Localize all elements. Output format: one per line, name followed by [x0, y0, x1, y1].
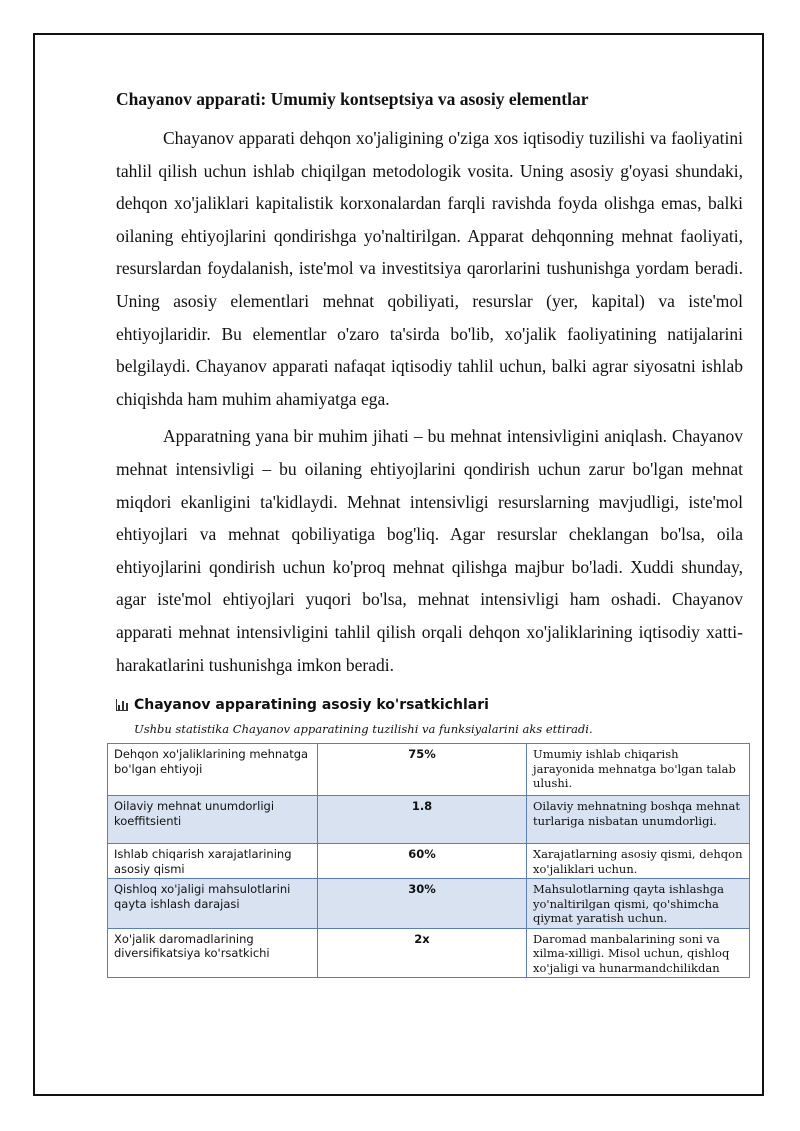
description-cell: Oilaviy mehnatning boshqa mehnat turlariga nisbatan unumdorligi. [527, 796, 750, 844]
description-cell: Umumiy ishlab chiqarish jarayonida mehnatga bo'lgan talab ulushi. [527, 744, 750, 796]
value-cell: 1.8 [318, 796, 527, 844]
table-row [108, 796, 750, 844]
value-cell: 30% [318, 879, 527, 929]
value-cell: 75% [318, 744, 527, 796]
metric-cell: Oilaviy mehnat unumdorligi koeffitsienti [108, 796, 318, 844]
statistics-heading [116, 695, 743, 715]
table-row [108, 844, 750, 879]
description-cell: Mahsulotlarning qayta ishlashga yo'naltirilgan qismi, qo'shimcha qiymat yaratish uchun. [527, 879, 750, 929]
document-title: Chayanov apparati: Umumiy kontseptsiya va asosiy elementlar [116, 89, 589, 109]
table-row [108, 928, 750, 978]
table-row [108, 744, 750, 796]
description-cell: Daromad manbalarining soni va xilma-xilligi. Misol uchun, qishloq xo'jaligi va hunarmandchilikdan [527, 928, 750, 978]
statistics-heading-text: Chayanov apparatining asosiy ko'rsatkichlari [134, 697, 489, 714]
metric-cell: Xo'jalik daromadlarining diversifikatsiya ko'rsatkichi [108, 928, 318, 978]
statistics-caption: Ushbu statistika Chayanov apparatining tuzilishi va funksiyalarini aks ettiradi. [134, 722, 593, 737]
bar-chart-icon [116, 699, 128, 711]
metric-cell: Ishlab chiqarish xarajatlarining asosiy qismi [108, 844, 318, 879]
value-cell: 2x [318, 928, 527, 978]
paragraph-1: Chayanov apparati dehqon xo'jaligining o'ziga xos iqtisodiy tuzilishi va faoliyatini tahlil qilish uchun ishlab chiqilgan metodologik vosita. Uning asosiy g'oyasi shundaki, dehqon xo'jaliklari kapitalistik korxonalardan farqli ravishda foyda olishga emas, balki oilaning ehtiyojlarini qondirishga yo'naltirilgan. Apparat dehqonning mehnat faoliyati, resurslardan foydalanish, iste'mol va investitsiya qarorlarini tushunishga yordam beradi. Uning asosiy elementlari mehnat qobiliyati, resurslar (yer, kapital) va iste'mol ehtiyojlaridir. Bu elementlar o'zaro ta'sirda bo'lib, xo'jalik faoliyatining natijalarini belgilaydi. Chayanov apparati nafaqat iqtisodiy tahlil uchun, balki agrar siyosatni ishlab chiqishda ham muhim ahamiyatga ega. [116, 128, 743, 409]
document-body [116, 86, 743, 978]
value-cell: 60% [318, 844, 527, 879]
metric-cell: Qishloq xo'jaligi mahsulotlarini qayta ishlash darajasi [108, 879, 318, 929]
metric-cell: Dehqon xo'jaliklarining mehnatga bo'lgan ehtiyoji [108, 744, 318, 796]
table-row [108, 879, 750, 929]
description-cell: Xarajatlarning asosiy qismi, dehqon xo'jaliklari uchun. [527, 844, 750, 879]
paragraph-2: Apparatning yana bir muhim jihati – bu mehnat intensivligini aniqlash. Chayanov mehnat intensivligi – bu oilaning ehtiyojlarini qondirish uchun zarur bo'lgan mehnat miqdori ekanligini ta'kidlaydi. Mehnat intensivligi resurslarning mavjudligi, iste'mol ehtiyojlari va mehnat qobiliyatiga bog'liq. Agar resurslar cheklangan bo'lsa, oila ehtiyojlarini qondirish uchun ko'proq mehnat qilishga majbur bo'ladi. Xuddi shunday, agar iste'mol ehtiyojlari yuqori bo'lsa, mehnat intensivligi ham oshadi. Chayanov apparati mehnat intensivligini tahlil qilish orqali dehqon xo'jaliklarining iqtisodiy xatti-harakatlarini tushunishga imkon beradi. [116, 426, 743, 675]
statistics-table [107, 743, 750, 978]
